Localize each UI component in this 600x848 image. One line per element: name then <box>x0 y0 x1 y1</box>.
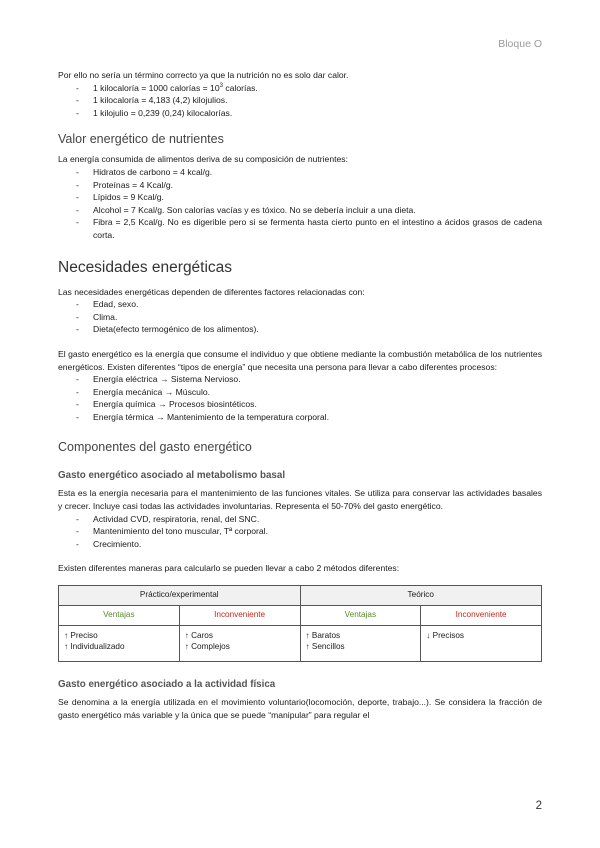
table-subheader-ventajas: Ventajas <box>59 606 180 626</box>
table-header-practico: Práctico/experimental <box>59 586 301 606</box>
necesidades-text: Las necesidades energéticas dependen de diferentes factores relacionadas con: <box>58 286 365 297</box>
table-header-teorico: Teórico <box>300 586 542 606</box>
table-subheader-ventajas: Ventajas <box>300 606 421 626</box>
valor-list <box>58 166 542 242</box>
list-item: - 1 kilojulio = 0,239 (0,24) kilocalorías. <box>58 107 542 120</box>
page-number: 2 <box>535 800 542 812</box>
fisica-text: Se denomina a la energía utilizada en el movimiento voluntario(locomoción, deporte, trabajo...). Se considera la fracción de gasto energético más variable y la única que se puede “manipular” para regular el <box>58 697 542 720</box>
table-cell: ↓ Precisos <box>421 626 542 662</box>
list-item: - Fibra = 2,5 Kcal/g. No es digerible pero si se fermenta hasta cierto punto en el intestino a ácidos grasos de cadena corta. <box>58 216 542 241</box>
valor-text: La energía consumida de alimentos deriva de su composición de nutrientes: <box>58 154 348 165</box>
section-heading-valor: Valor energético de nutrientes <box>58 132 224 147</box>
subheading-basal: Gasto energético asociado al metabolismo basal <box>58 470 286 482</box>
methods-table <box>58 585 542 662</box>
list-item: - Energía eléctrica → Sistema Nervioso. <box>58 373 542 386</box>
list-item: - Hidratos de carbono = 4 kcal/g. <box>58 166 542 179</box>
energia-list <box>58 373 542 423</box>
list-item: - Energía mecánica → Músculo. <box>58 386 542 399</box>
section-heading-necesidades: Necesidades energéticas <box>58 258 233 276</box>
basal-text: Esta es la energía necesaria para el mantenimiento de las funciones vitales. Se utiliza para conservar las actividades basales y crecer. Incluye casi todas las actividades involuntarias. Representa el 50-70% del gasto energético. <box>58 488 542 512</box>
list-item: - Energía térmica → Mantenimiento de la temperatura corporal. <box>58 411 542 424</box>
list-item: - 1 kilocaloría = 1000 calorías = $10^3$ calorías. <box>58 82 542 95</box>
table-cell: ↑ Preciso ↑ Individualizado <box>59 626 180 662</box>
subheading-fisica: Gasto energético asociado a la actividad física <box>58 679 276 691</box>
intro-sentence: Por ello no sería un término correcto ya que la nutrición no es solo dar calor. <box>58 70 349 80</box>
list-item: - Crecimiento. <box>58 538 542 551</box>
list-item: - 1 kilocaloría = 4,183 (4,2) kilojulios. <box>58 94 542 107</box>
gasto-text: El gasto energético es la energía que consume el individuo y que obtiene mediante la combustión metabólica de los nutrientes energéticos. Existen diferentes “tipos de energía” que necesita una persona para llevar a cabo diferentes procesos: <box>58 348 542 372</box>
basal-list <box>58 513 542 551</box>
list-item: - Mantenimiento del tono muscular, Tª corporal. <box>58 525 542 538</box>
page-content <box>58 69 542 721</box>
intro-list <box>58 82 542 120</box>
list-item: - Lípidos = 9 Kcal/g. <box>58 191 542 204</box>
block-header: Bloque O <box>498 38 542 50</box>
table-cell: ↑ Caros ↑ Complejos <box>179 626 300 662</box>
table-subheader-inconveniente: Inconveniente <box>179 606 300 626</box>
table-row <box>59 626 542 662</box>
list-item: - Proteínas = 4 Kcal/g. <box>58 179 542 192</box>
list-item: - Actividad CVD, respiratoria, renal, del SNC. <box>58 513 542 526</box>
section-heading-componentes: Componentes del gasto energético <box>58 440 252 455</box>
list-item: - Energía química → Procesos biosintéticos. <box>58 398 542 411</box>
necesidades-list <box>58 298 542 336</box>
list-item: - Clima. <box>58 311 542 324</box>
list-item: - Alcohol = 7 Kcal/g. Son calorías vacías y es tóxico. No se debería incluir a una dieta. <box>58 204 542 217</box>
list-item: - Edad, sexo. <box>58 298 542 311</box>
list-item: - Dieta(efecto termogénico de los alimentos). <box>58 323 542 336</box>
table-cell: ↑ Baratos ↑ Sencillos <box>300 626 421 662</box>
metodos-text: Existen diferentes maneras para calcularlo se pueden llevar a cabo 2 métodos diferentes: <box>58 563 400 574</box>
table-subheader-inconveniente: Inconveniente <box>421 606 542 626</box>
